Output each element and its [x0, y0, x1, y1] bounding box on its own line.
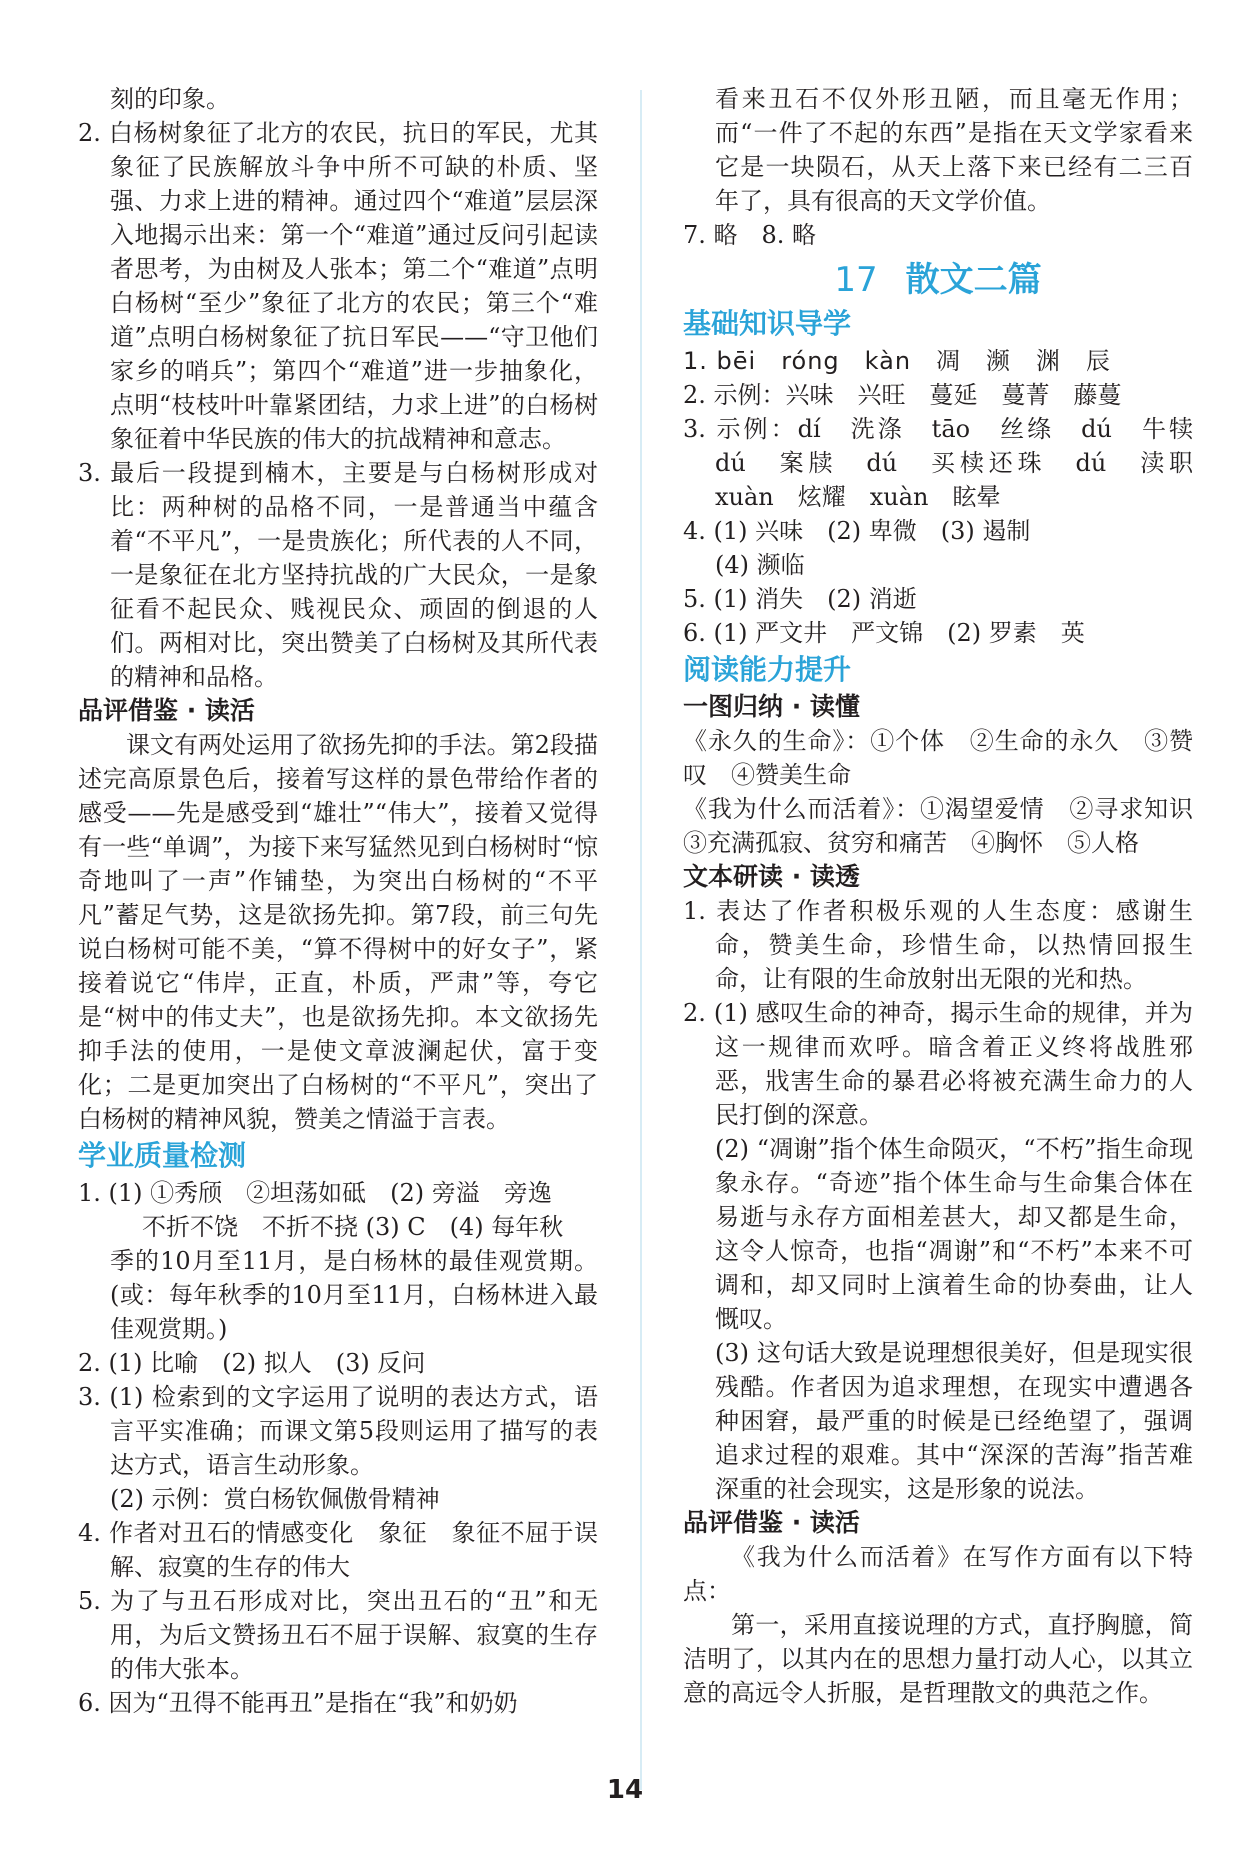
subsection-title: 一图归纳 · 读懂 [683, 692, 860, 721]
answer-item: 5. 为了与丑石形成对比，突出丑石的“丑”和无用，为后文赞扬丑石不屈于误解、寂寞的生存的伟大张本。 [78, 1587, 598, 1683]
left-column [78, 82, 598, 1720]
answer-item: 6. 因为“丑得不能再丑”是指在“我”和奶奶 [78, 1689, 518, 1717]
summary-line: 《我为什么而活着》：①渴望爱情 ②寻求知识 ③充满孤寂、贫穷和痛苦 ④胸怀 ⑤人格 [683, 795, 1217, 857]
answer-line: 不折不饶 不折不挠 (3) C (4) 每年秋 [142, 1213, 564, 1241]
answer-line: 看来丑石不仅外形丑陋，而且毫无作用；而“一件了不起的东西”是指在天文学家看来它是一块陨石，从天上落下来已经有二三百年了，具有很高的天文学价值。 [715, 85, 1193, 215]
text-line: 刻的印象。 [110, 85, 230, 113]
answer-line: (3) 这句话大致是说理想很美好，但是现实很残酷。作者因为追求理想，在现实中遭遇各种困窘，最严重的时候是已经绝望了，强调追求过程的艰难。其中“深深的苦海”指苦难深重的社会现实，这是形象的说法。 [715, 1339, 1193, 1503]
answer-item: 4. (1) 兴味 (2) 卑微 (3) 遏制 [683, 517, 1031, 545]
answer-line: (2) “凋谢”指个体生命陨灭，“不朽”指生命现象永存。“奇迹”指个体生命与生命集合体在易逝与永存方面相差甚大，却又都是生命，这令人惊奇，也指“凋谢”和“不朽”本来不可调和，却又同时上演着生命的协奏曲，让人慨叹。 [715, 1135, 1193, 1333]
answer-item: 2. (1) 比喻 (2) 拟人 (3) 反问 [78, 1349, 426, 1377]
answer-item: 1. 表达了作者积极乐观的人生态度：感谢生命，赞美生命，珍惜生命，以热情回报生命，让有限的生命放射出无限的光和热。 [683, 897, 1193, 993]
answer-item: 4. 作者对丑石的情感变化 象征 象征不屈于误解、寂寞的生存的伟大 [78, 1519, 598, 1581]
answer-line: (2) 示例：赏白杨钦佩傲骨精神 [110, 1485, 440, 1513]
column-divider [640, 90, 642, 1790]
lesson-heading [683, 256, 1193, 304]
summary-line: 《永久的生命》：①个体 ②生命的永久 ③赞叹 ④赞美生命 [683, 727, 1193, 789]
subsection-title: 文本研读 · 读透 [683, 862, 860, 891]
answer-line: (4) 濒临 [715, 551, 805, 579]
subsection-title: 品评借鉴 · 读活 [78, 696, 255, 725]
answer-item: 7. 略 8. 略 [683, 221, 817, 249]
answer-item: 6. (1) 严文井 严文锦 (2) 罗素 英 [683, 619, 1085, 647]
answer-line: 季的10月至11月，是白杨林的最佳观赏期。(或：每年秋季的10月至11月，白杨林进入最佳观赏期。) [110, 1247, 598, 1343]
page-number: 14 [606, 1775, 644, 1805]
answer-item: 2. 示例：兴味 兴旺 蔓延 蔓菁 藤蔓 [683, 381, 1122, 409]
subsection-title: 品评借鉴 · 读活 [683, 1508, 860, 1537]
right-column [683, 82, 1217, 1710]
answer-item: 2. (1) 感叹生命的神奇，揭示生命的规律，并为这一规律而欢呼。暗含着正义终将战胜邪恶，戕害生命的暴君必将被充满生命力的人民打倒的深意。 [683, 999, 1193, 1129]
paragraph: 《我为什么而活着》在写作方面有以下特点： [683, 1543, 1193, 1605]
lesson-title: 散文二篇 [905, 260, 1042, 300]
section-title: 阅读能力提升 [683, 653, 852, 686]
section-title: 学业质量检测 [78, 1139, 247, 1172]
lesson-number: 17 [834, 260, 878, 300]
section-title: 基础知识导学 [683, 307, 852, 340]
answer-item: 1. (1) ①秀颀 ②坦荡如砥 (2) 旁溢 旁逸 [78, 1179, 552, 1207]
answer-item: 3. 最后一段提到楠木，主要是与白杨树形成对比：两种树的品格不同，一是普通当中蕴含着“不平凡”，一是贵族化；所代表的人不同，一是象征在北方坚持抗战的广大民众，一是象征看不起民众、贱视民众、顽固的倒退的人们。两相对比，突出赞美了白杨树及其所代表的精神和品格。 [78, 459, 598, 691]
paragraph: 课文有两处运用了欲扬先抑的手法。第2段描述完高原景色后，接着写这样的景色带给作者的感受——先是感受到“雄壮”“伟大”，接着又觉得有一些“单调”，为接下来写猛然见到白杨树时“惊奇地叫了一声”作铺垫，为突出白杨树的“不平凡”蓄足气势，这是欲扬先抑。第7段，前三句先说白杨树可能不美，“算不得树中的好女子”，紧接着说它“伟岸，正直，朴质，严肃”等，夸它是“树中的伟丈夫”，也是欲扬先抑。本文欲扬先抑手法的使用，一是使文章波澜起伏，富于变化；二是更加突出了白杨树的“不平凡”，突出了白杨树的精神风貌，赞美之情溢于言表。 [78, 731, 598, 1133]
answer-item: 3. 示例：dí 洗涤 tāo 丝绦 dú 牛犊 dú 案牍 dú 买椟还珠 dú 渎职 xuàn 炫耀 xuàn 眩晕 [683, 415, 1217, 511]
answer-item: 3. (1) 检索到的文字运用了说明的表达方式，语言平实准确；而课文第5段则运用了描写的表达方式，语言生动形象。 [78, 1383, 598, 1479]
paragraph: 第一，采用直接说理的方式，直抒胸臆，简洁明了，以其内在的思想力量打动人心，以其立意的高远令人折服，是哲理散文的典范之作。 [683, 1611, 1193, 1707]
answer-item: 2. 白杨树象征了北方的农民，抗日的军民，尤其象征了民族解放斗争中所不可缺的朴质、坚强、力求上进的精神。通过四个“难道”层层深入地揭示出来：第一个“难道”通过反问引起读者思考，为由树及人张本；第二个“难道”点明白杨树“至少”象征了北方的农民；第三个“难道”点明白杨树象征了抗日军民——“守卫他们家乡的哨兵”；第四个“难道”进一步抽象化，点明“枝枝叶叶靠紧团结，力求上进”的白杨树象征着中华民族的伟大的抗战精神和意志。 [78, 119, 598, 453]
answer-item: 5. (1) 消失 (2) 消逝 [683, 585, 917, 613]
answer-item: 1. bēi róng kàn 凋 濒 渊 辰 [683, 347, 1112, 375]
